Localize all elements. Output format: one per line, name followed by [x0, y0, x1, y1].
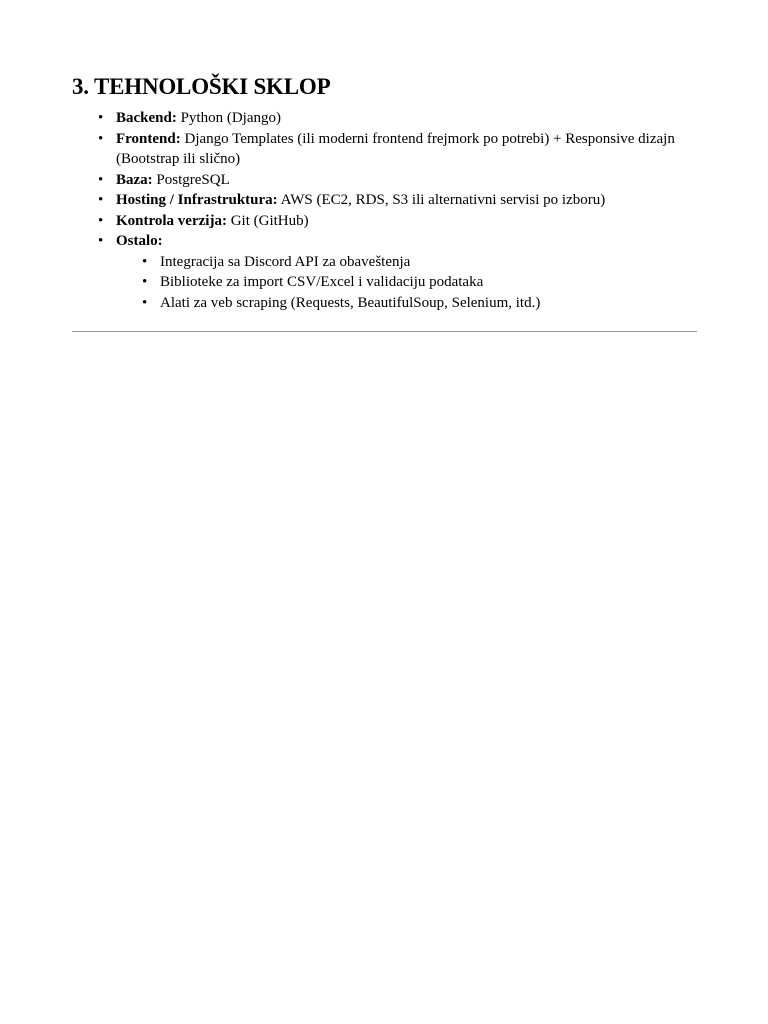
sub-list-item: • Alati za veb scraping (Requests, BeautifulSoup, Selenium, itd.)	[160, 293, 697, 314]
item-text: Git (GitHub)	[226, 212, 309, 229]
item-label: Ostalo:	[116, 233, 163, 249]
list-item-other	[116, 231, 697, 313]
tech-stack-list	[72, 108, 697, 313]
section-divider	[72, 331, 697, 332]
sub-list-item: • Integracija sa Discord API za obaveštenja	[160, 252, 697, 273]
sub-list-item: • Biblioteke za import CSV/Excel i validaciju podataka	[160, 272, 697, 293]
list-item-frontend	[116, 129, 697, 170]
item-text: Python (Django)	[176, 110, 282, 126]
list-item-database	[116, 170, 697, 191]
section-title: 3. TEHNOLOŠKI SKLOP	[72, 74, 331, 99]
item-text: AWS (EC2, RDS, S3 ili alternativni servisi po izboru)	[277, 192, 606, 208]
list-item-backend	[116, 108, 697, 129]
item-text: Django Templates (ili moderni frontend frejmork po potrebi) + Responsive dizajn (Bootstrap ili slično)	[116, 130, 675, 167]
list-item-hosting	[116, 190, 697, 211]
list-item-version-control	[116, 211, 697, 232]
item-label: Kontrola verzija:	[116, 212, 227, 229]
item-label: Frontend:	[116, 130, 181, 147]
item-text: PostgreSQL	[152, 171, 230, 188]
item-label: Baza:	[116, 171, 153, 188]
item-label: Backend:	[116, 110, 177, 126]
document-page	[72, 72, 697, 332]
item-label: Hosting / Infrastruktura:	[116, 192, 278, 208]
other-sub-list	[116, 252, 697, 314]
